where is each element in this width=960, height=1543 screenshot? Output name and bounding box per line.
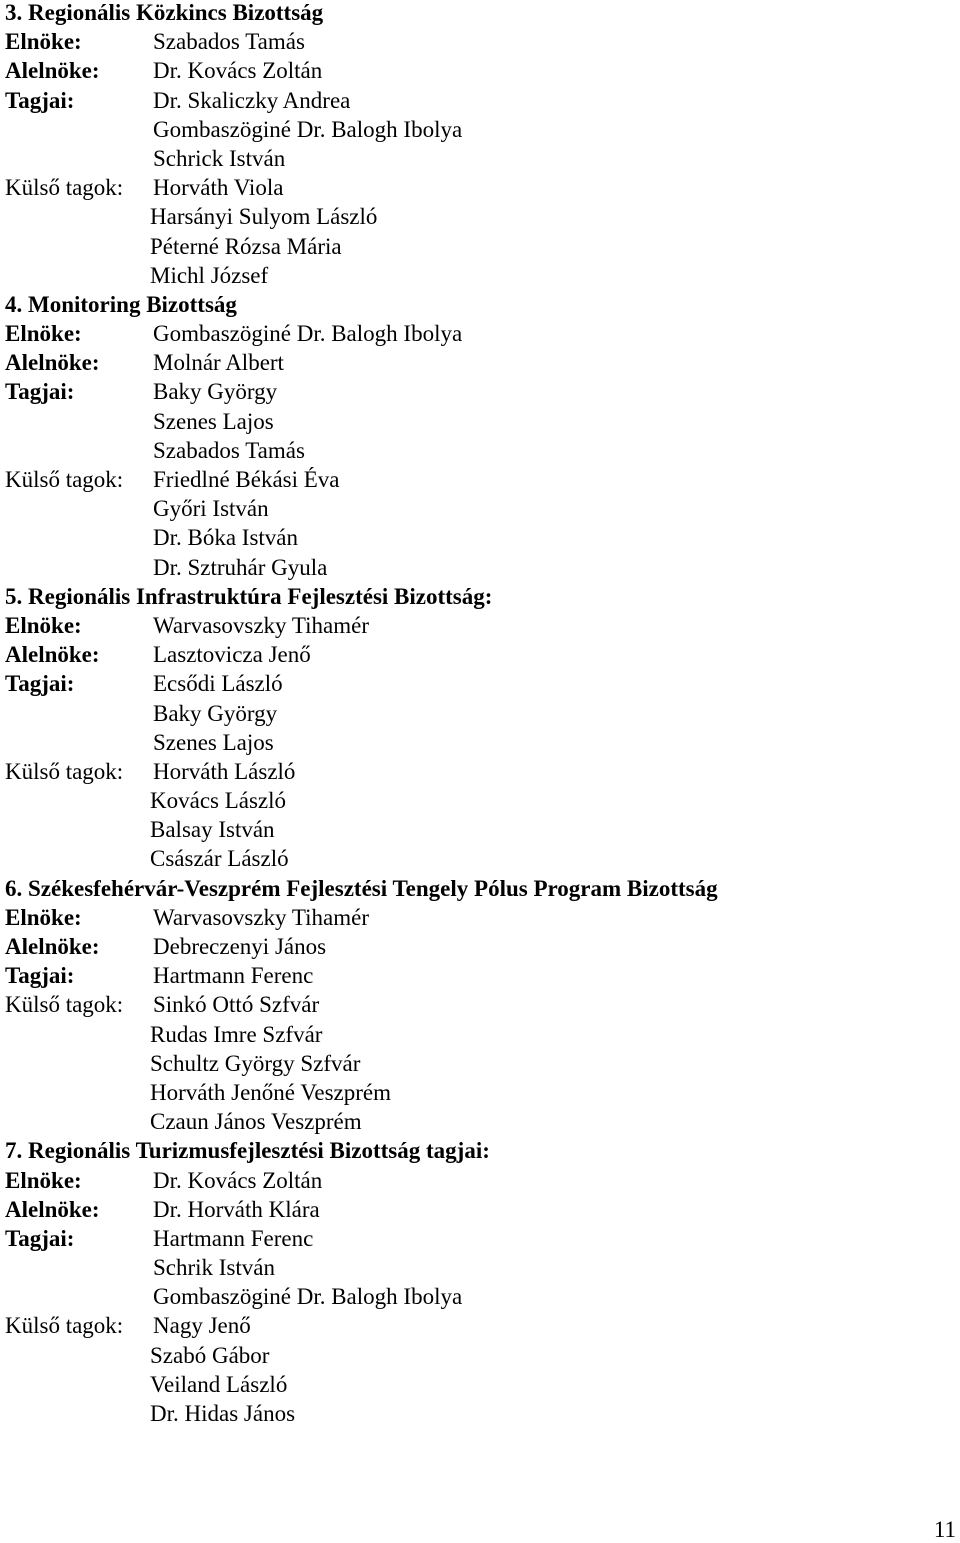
row-value: Friedlné Békási Éva (153, 467, 340, 492)
row-value: Baky György (153, 700, 278, 726)
section-6-title: 6. Székesfehérvár-Veszprém Fejlesztési Tengely Pólus Program Bizottság (5, 875, 718, 901)
row-value: Szabados Tamás (153, 437, 305, 463)
section-4-row (5, 465, 955, 494)
row-value: Balsay István (150, 817, 275, 843)
row-value: Császár László (150, 846, 289, 872)
row-label: Alelnöke: (5, 58, 100, 84)
document-body (5, 0, 955, 1428)
section-3-row (5, 173, 955, 202)
row-value: Rudas Imre Szfvár (150, 1021, 323, 1047)
section-5-row (5, 844, 955, 873)
row-value: Schrik István (153, 1255, 276, 1281)
section-5-row (5, 669, 955, 698)
row-label: Elnöke: (5, 29, 82, 55)
section-7-row (5, 1195, 955, 1224)
row-value: Szabó Gábor (150, 1342, 270, 1368)
row-label: Külső tagok: (5, 758, 124, 784)
section-7-row (5, 1399, 955, 1428)
section-3-row (5, 261, 955, 290)
row-value: Warvasovszky Tihamér (153, 904, 369, 930)
section-7-row (5, 1282, 955, 1311)
section-4-row (5, 436, 955, 465)
row-value: Hartmann Ferenc (153, 1225, 314, 1251)
row-label: Külső tagok: (5, 467, 124, 492)
section-5-row (5, 640, 955, 669)
row-label: Tagjai: (5, 1225, 75, 1251)
section-6-row (5, 1107, 955, 1136)
section-3-row (5, 27, 955, 56)
row-value: Szenes Lajos (153, 408, 274, 434)
section-6-row (5, 1078, 955, 1107)
section-6-row (5, 903, 955, 932)
row-value: Dr. Kovács Zoltán (153, 1167, 323, 1193)
section-4-row (5, 553, 955, 582)
row-value: Szabados Tamás (153, 29, 305, 55)
row-value: Horváth László (153, 758, 296, 784)
row-value: Molnár Albert (153, 350, 284, 376)
section-3-row (5, 115, 955, 144)
row-label: Tagjai: (5, 963, 75, 989)
row-value: Dr. Skaliczky Andrea (153, 87, 351, 113)
row-value: Veiland László (150, 1371, 288, 1397)
row-value: Nagy Jenő (153, 1313, 251, 1339)
section-5-row (5, 815, 955, 844)
section-5-row (5, 757, 955, 786)
row-value: Gombaszöginé Dr. Balogh Ibolya (153, 1284, 463, 1310)
row-value: Czaun János Veszprém (150, 1109, 362, 1135)
section-6-row (5, 990, 955, 1019)
section-3-row (5, 56, 955, 85)
row-value: Schultz György Szfvár (150, 1050, 361, 1076)
row-value: Gombaszöginé Dr. Balogh Ibolya (153, 321, 463, 347)
row-value: Dr. Hidas János (150, 1401, 296, 1426)
section-7-row (5, 1253, 955, 1282)
row-value: Warvasovszky Tihamér (153, 612, 369, 638)
section-7-row (5, 1341, 955, 1370)
section-3-title: 3. Regionális Közkincs Bizottság (5, 0, 324, 25)
row-value: Dr. Kovács Zoltán (153, 58, 323, 84)
row-value: Dr. Sztruhár Gyula (153, 554, 328, 580)
row-label: Alelnöke: (5, 934, 100, 959)
section-3-row (5, 232, 955, 261)
row-value: Michl József (150, 262, 269, 288)
row-label: Elnöke: (5, 612, 82, 638)
section-7-row (5, 1311, 955, 1340)
row-label: Alelnöke: (5, 350, 100, 376)
section-4-row (5, 523, 955, 552)
row-label: Elnöke: (5, 1167, 82, 1193)
section-7-row (5, 1166, 955, 1195)
section-5-title: 5. Regionális Infrastruktúra Fejlesztési Bizottság: (5, 583, 493, 609)
row-label: Tagjai: (5, 87, 75, 113)
row-value: Horváth Viola (153, 175, 284, 201)
row-value: Péterné Rózsa Mária (150, 233, 342, 259)
section-5-row (5, 786, 955, 815)
row-value: Dr. Horváth Klára (153, 1196, 320, 1222)
section-6-row (5, 961, 955, 990)
section-4-row (5, 494, 955, 523)
row-value: Baky György (153, 379, 278, 405)
section-3-row (5, 202, 955, 231)
section-7-row (5, 1370, 955, 1399)
section-3-row (5, 86, 955, 115)
row-value: Ecsődi László (153, 671, 283, 697)
row-value: Sinkó Ottó Szfvár (153, 992, 320, 1018)
row-value: Harsányi Sulyom László (150, 204, 378, 230)
row-value: Horváth Jenőné Veszprém (150, 1079, 392, 1105)
section-3-row (5, 144, 955, 173)
row-value: Hartmann Ferenc (153, 963, 314, 989)
section-4-title: 4. Monitoring Bizottság (5, 291, 237, 317)
section-6-row (5, 1020, 955, 1049)
row-label: Elnöke: (5, 904, 82, 930)
row-value: Kovács László (150, 788, 287, 814)
row-label: Külső tagok: (5, 992, 124, 1018)
row-label: Tagjai: (5, 379, 75, 405)
row-label: Külső tagok: (5, 1313, 124, 1339)
row-label: Külső tagok: (5, 175, 124, 201)
row-label: Alelnöke: (5, 1196, 100, 1222)
section-6-row (5, 1049, 955, 1078)
section-5-row (5, 611, 955, 640)
section-4-row (5, 377, 955, 406)
section-5-row (5, 728, 955, 757)
section-7-title: 7. Regionális Turizmusfejlesztési Bizottság tagjai: (5, 1138, 490, 1164)
section-5-row (5, 699, 955, 728)
section-4-row (5, 319, 955, 348)
row-value: Schrick István (153, 145, 286, 171)
section-7-row (5, 1224, 955, 1253)
row-value: Dr. Bóka István (153, 525, 299, 551)
page-number: 11 (933, 1517, 956, 1542)
row-value: Debreczenyi János (153, 934, 327, 959)
row-label: Elnöke: (5, 321, 82, 347)
section-6-row (5, 932, 955, 961)
section-4-row (5, 348, 955, 377)
section-4-row (5, 407, 955, 436)
row-label: Tagjai: (5, 671, 75, 697)
row-value: Szenes Lajos (153, 729, 274, 755)
row-value: Győri István (153, 496, 269, 522)
row-label: Alelnöke: (5, 642, 100, 668)
row-value: Gombaszöginé Dr. Balogh Ibolya (153, 116, 463, 142)
row-value: Lasztovicza Jenő (153, 642, 311, 668)
